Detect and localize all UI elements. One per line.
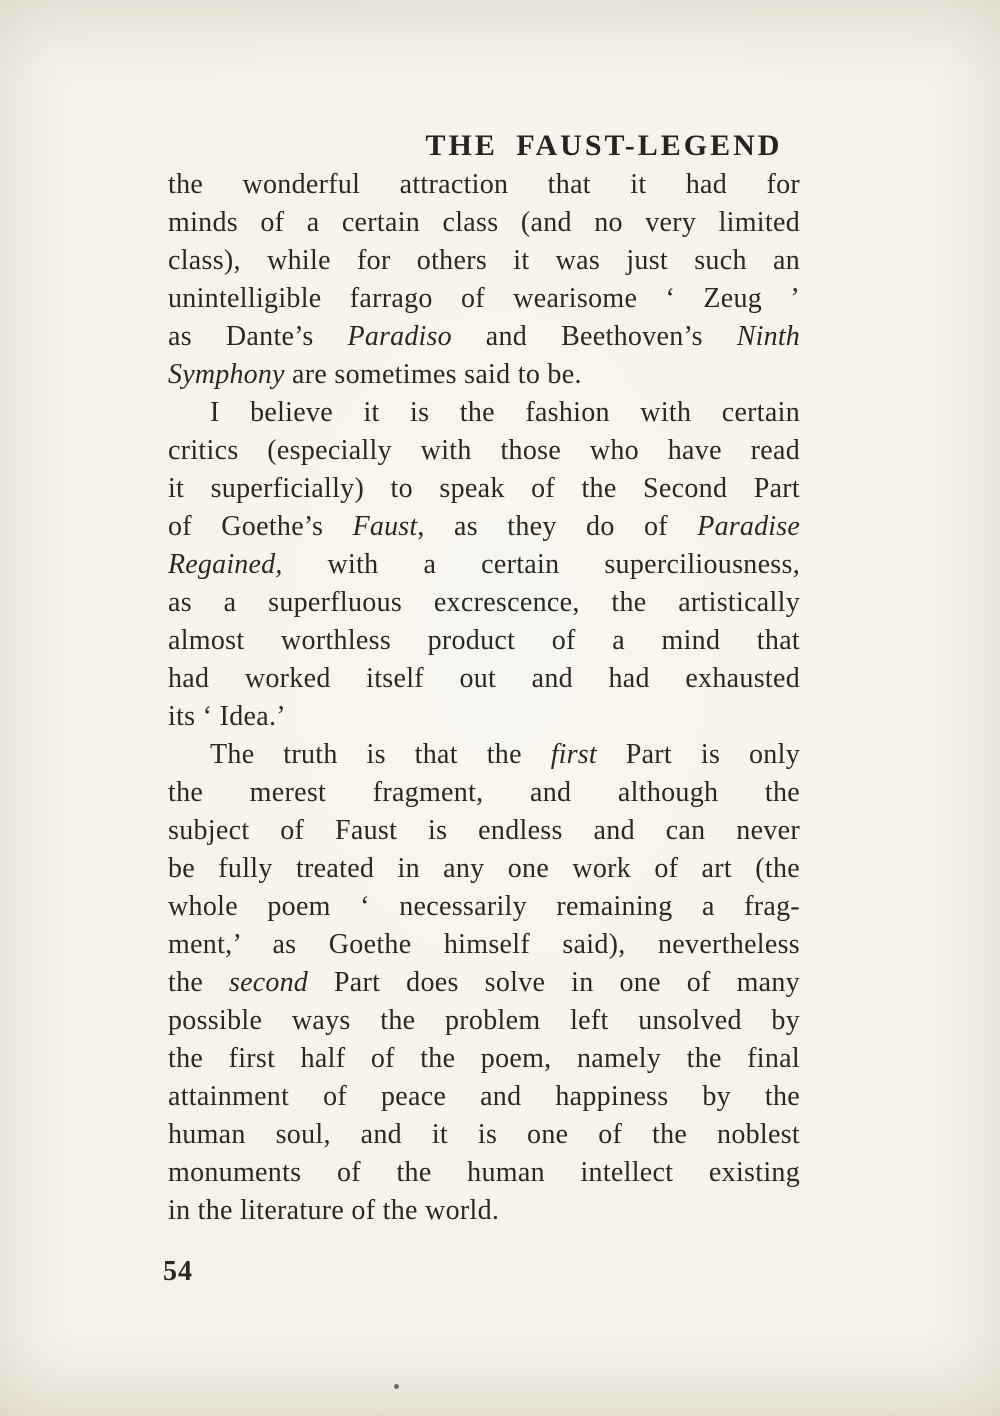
ink-speck [394,1384,399,1389]
text-line: subject of Faust is endless and can never [168,815,800,846]
text-line: Regained, with a certain superciliousness, [168,549,800,580]
page-number: 54 [163,1256,193,1287]
text-line: monuments of the human intellect existing [168,1157,800,1188]
text-line: The truth is that the first Part is only [210,739,800,770]
text-line: possible ways the problem left unsolved by [168,1005,800,1036]
text-line: ment,’ as Goethe himself said), nevertheless [168,929,800,960]
text-line: the first half of the poem, namely the final [168,1043,800,1074]
text-block [168,126,800,1230]
text-line: I believe it is the fashion with certain [210,397,800,428]
text-line: in the literature of the world. [168,1195,500,1226]
text-line: class), while for others it was just such an [168,245,800,276]
text-line: as a superfluous excrescence, the artistically [168,587,800,618]
text-line: attainment of peace and happiness by the [168,1081,800,1112]
text-line: Symphony are sometimes said to be. [168,359,582,390]
text-line: critics (especially with those who have read [168,435,800,466]
text-line: as Dante’s Paradiso and Beethoven’s Ninth [168,321,800,352]
running-header: THE FAUST-LEGEND [425,129,783,162]
text-line: the merest fragment, and although the [168,777,800,808]
text-line: the wonderful attraction that it had for [168,169,800,200]
text-line: almost worthless product of a mind that [168,625,800,656]
text-line: unintelligible farrago of wearisome ‘ Zeug ’ [168,283,800,314]
text-line: human soul, and it is one of the noblest [168,1119,800,1150]
text-line: of Goethe’s Faust, as they do of Paradise [168,511,800,542]
text-line: it superficially) to speak of the Second Part [168,473,800,504]
text-line: be fully treated in any one work of art (the [168,853,800,884]
text-line: had worked itself out and had exhausted [168,663,800,694]
text-line: the second Part does solve in one of many [168,967,800,998]
text-lines [168,166,800,1230]
text-line: whole poem ‘ necessarily remaining a frag- [168,891,800,922]
text-line: its ‘ Idea.’ [168,701,286,732]
text-line: minds of a certain class (and no very limited [168,207,800,238]
